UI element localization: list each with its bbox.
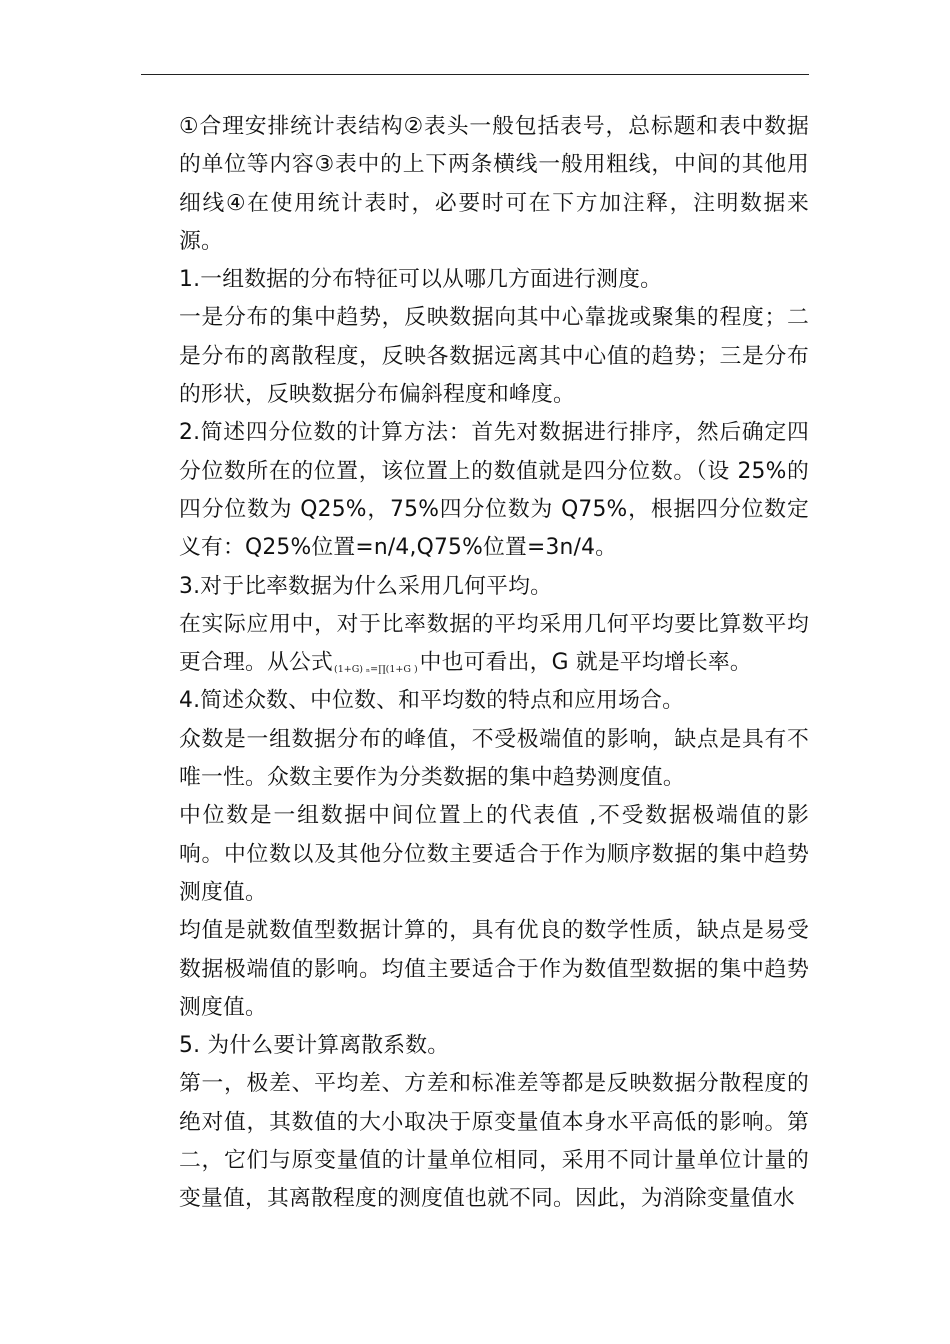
question-1 [179, 261, 809, 299]
answer-4-median [179, 797, 809, 912]
question-text: 1.一组数据的分布特征可以从哪几方面进行测度。 [179, 267, 663, 293]
answer-1 [179, 299, 809, 414]
answer-text: 众数是一组数据分布的峰值，不受极端值的影响，缺点是具有不唯一性。众数主要作为分类数据的集中趋势测度值。 [179, 726, 809, 791]
answer-text: 第一，极差、平均差、方差和标准差等都是反映数据分散程度的绝对值，其数值的大小取决于原变量值本身水平高低的影响。第二，它们与原变量值的计量单位相同，采用不同计量单位计量的变量值，其离散程度的测度值也就不同。因此，为消除变量值水 [179, 1071, 809, 1212]
paragraph-stat-table-rules [179, 108, 809, 261]
answer-5 [179, 1065, 809, 1218]
geometric-mean-formula: (1+G) ₙ=∏(1+G ) [333, 664, 418, 676]
answer-4-mode [179, 721, 809, 798]
answer-text: 在实际应用中，对于比率数据的平均采用几何平均要比算数平均更合理。从公式 [179, 611, 809, 676]
question-text: 2.简述四分位数的计算方法：首先对数据进行排序，然后确定四分位数所在的位置，该位置上的数值就是四分位数。（设 25%的四分位数为 Q25%，75%四分位数为 Q75%，根据四分位数定义有：Q25%位置=n/4,Q75%位置=3n/4。 [179, 420, 809, 561]
answer-text: 均值是就数值型数据计算的，具有优良的数学性质，缺点是易受数据极端值的影响。均值主要适合于作为数值型数据的集中趋势测度值。 [179, 918, 809, 1020]
document-body [179, 108, 809, 1219]
answer-3 [179, 606, 809, 683]
question-text: 5. 为什么要计算离散系数。 [179, 1033, 450, 1059]
question-2 [179, 414, 809, 567]
header-rule [141, 74, 809, 75]
answer-text: 一是分布的集中趋势，反映数据向其中心靠拢或聚集的程度；二是分布的离散程度，反映各数据远离其中心值的趋势；三是分布的形状，反映数据分布偏斜程度和峰度。 [179, 305, 809, 408]
question-5 [179, 1027, 809, 1065]
answer-4-mean [179, 912, 809, 1027]
question-text: 3.对于比率数据为什么采用几何平均。 [179, 573, 553, 599]
question-text: 4.简述众数、中位数、和平均数的特点和应用场合。 [179, 688, 685, 714]
question-4 [179, 682, 809, 720]
answer-text: 中也可看出，G 就是平均增长率。 [419, 650, 752, 676]
paragraph-text: ①合理安排统计表结构②表头一般包括表号，总标题和表中数据的单位等内容③表中的上下两条横线一般用粗线，中间的其他用细线④在使用统计表时，必要时可在下方加注释，注明数据来源。 [179, 114, 809, 254]
answer-text: 中位数是一组数据中间位置上的代表值 ,不受数据极端值的影响。中位数以及其他分位数主要适合于作为顺序数据的集中趋势测度值。 [179, 803, 809, 905]
question-3 [179, 568, 809, 606]
